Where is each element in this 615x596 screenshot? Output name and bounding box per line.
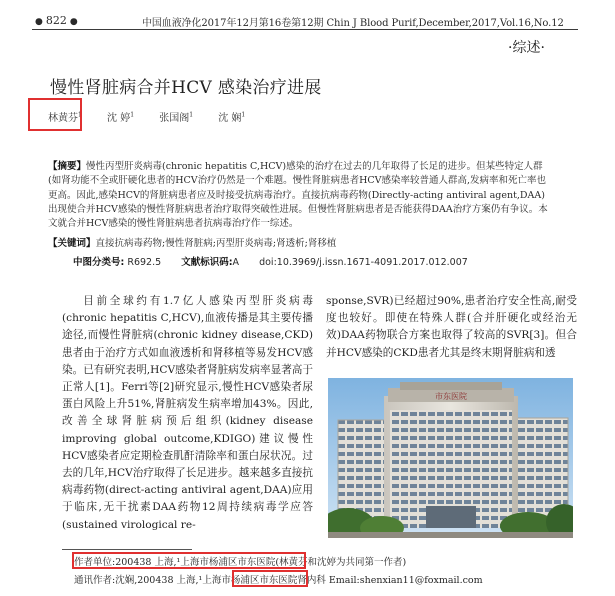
author-2: 沈 婷$^1$ (107, 111, 135, 124)
doi: doi:10.3969/j.issn.1671-4091.2017.012.007 (259, 257, 468, 268)
abstract-text: 慢性丙型肝炎病毒(chronic hepatitis C,HCV)感染的治疗在过去的几年取得了长足的进步。但某些特定人群(如肾功能不全或肝硬化患者的HCV治疗仍然是一个难题。慢性肾脏病患者HCV感染率较普通人群高,发病率和死亡率也更高。因此,感染HCV的肾脏病患者应及时接受抗病毒治疗。直接抗病毒药物(Directly-acting antiviral agent,DAA)出现使合并HCV感染的慢性肾脏病患者治疗取得突破性进展。但慢性肾脏病患者是否能获得DAA治疗方案仍有争议。本文就合并HCV感染的慢性肾脏病患者抗病毒治疗作一综述。 (48, 161, 548, 230)
building-sign: 市东医院 (435, 392, 467, 401)
page-number: ● 822 ● (35, 14, 78, 27)
keywords-label: 【关键词】 (48, 238, 96, 249)
corresponding-author: 通讯作者:沈娴,200438 上海,¹上海市杨浦区市东医院肾内科 Email:shenxian11@foxmail.com (74, 575, 483, 586)
article-title: 慢性肾脏病合并HCV 感染治疗进展 (50, 78, 322, 98)
abstract-label: 【摘要】 (48, 161, 87, 172)
doc-code-label: 文献标识码: (181, 257, 233, 268)
abstract (48, 160, 554, 231)
hospital-highlight-box (232, 570, 308, 587)
classification-line (73, 254, 468, 268)
hospital-photo (328, 378, 573, 538)
author-4: 沈 娴$^1$ (218, 111, 246, 124)
author-1: 林黄芬$^1$ (48, 111, 82, 124)
journal-header: 中国血液净化2017年12月第16卷第12期 Chin J Blood Purif,December,2017,Vol.16,No.12 (142, 18, 564, 29)
footnote-rule (62, 549, 192, 550)
class-value: R692.5 (127, 257, 162, 268)
doc-code-value: A (232, 257, 240, 268)
class-label: 中图分类号: (73, 257, 125, 268)
body-right-text: sponse,SVR)已经超过90%,患者治疗安全性高,耐受度也较好。即使在特殊人群(合并肝硬化或经治无效)DAA药物联合方案也取得了较高的SVR[3]。但合并HCV感染的CKD患者尤其是终末期肾脏病和透 (326, 295, 577, 359)
keywords (48, 237, 554, 251)
body-right-column (326, 293, 577, 362)
author-affiliation: 作者单位:200438 上海,¹上海市杨浦区市东医院(林黄芬和沈婷为共同第一作者) (74, 557, 407, 568)
author-3: 张国阁$^1$ (159, 111, 194, 124)
header-rule (32, 29, 578, 30)
author-highlight-box (28, 98, 82, 131)
body-left-column: 目前全球约有1.7亿人感染丙型肝炎病毒(chronic hepatitis C,HCV),血液传播是其主要传播途径,而慢性肾脏病(chronic kidney disease,CKD)患者由于治疗方式如血液透析和肾移植等易发HCV感染。已有研究表明,HCV感染者肾脏病发病率显著高于正常人[1]。Ferri等[2]研究显示,慢性HCV感染者尿蛋白风险上升51%,肾脏病发生病率增加43%。因此,改善全球肾脏病预后组织(kidney disease improving global outcome,KDIGO)建议慢性HCV感染者应定期检查肌酐清除率和蛋白尿状况。过去的几年,HCV治疗取得了长足进步。越来越多直接抗病毒药物(direct-acting antiviral agent,DAA)应用于临床,无干扰素DAA药物12周持续病毒学应答(sustained virological re- (62, 295, 313, 531)
affiliation-highlight-box (72, 552, 306, 569)
section-label: ·综述· (508, 40, 545, 56)
keywords-text: 直接抗病毒药物;慢性肾脏病;丙型肝炎病毒;肾透析;肾移植 (95, 238, 337, 249)
